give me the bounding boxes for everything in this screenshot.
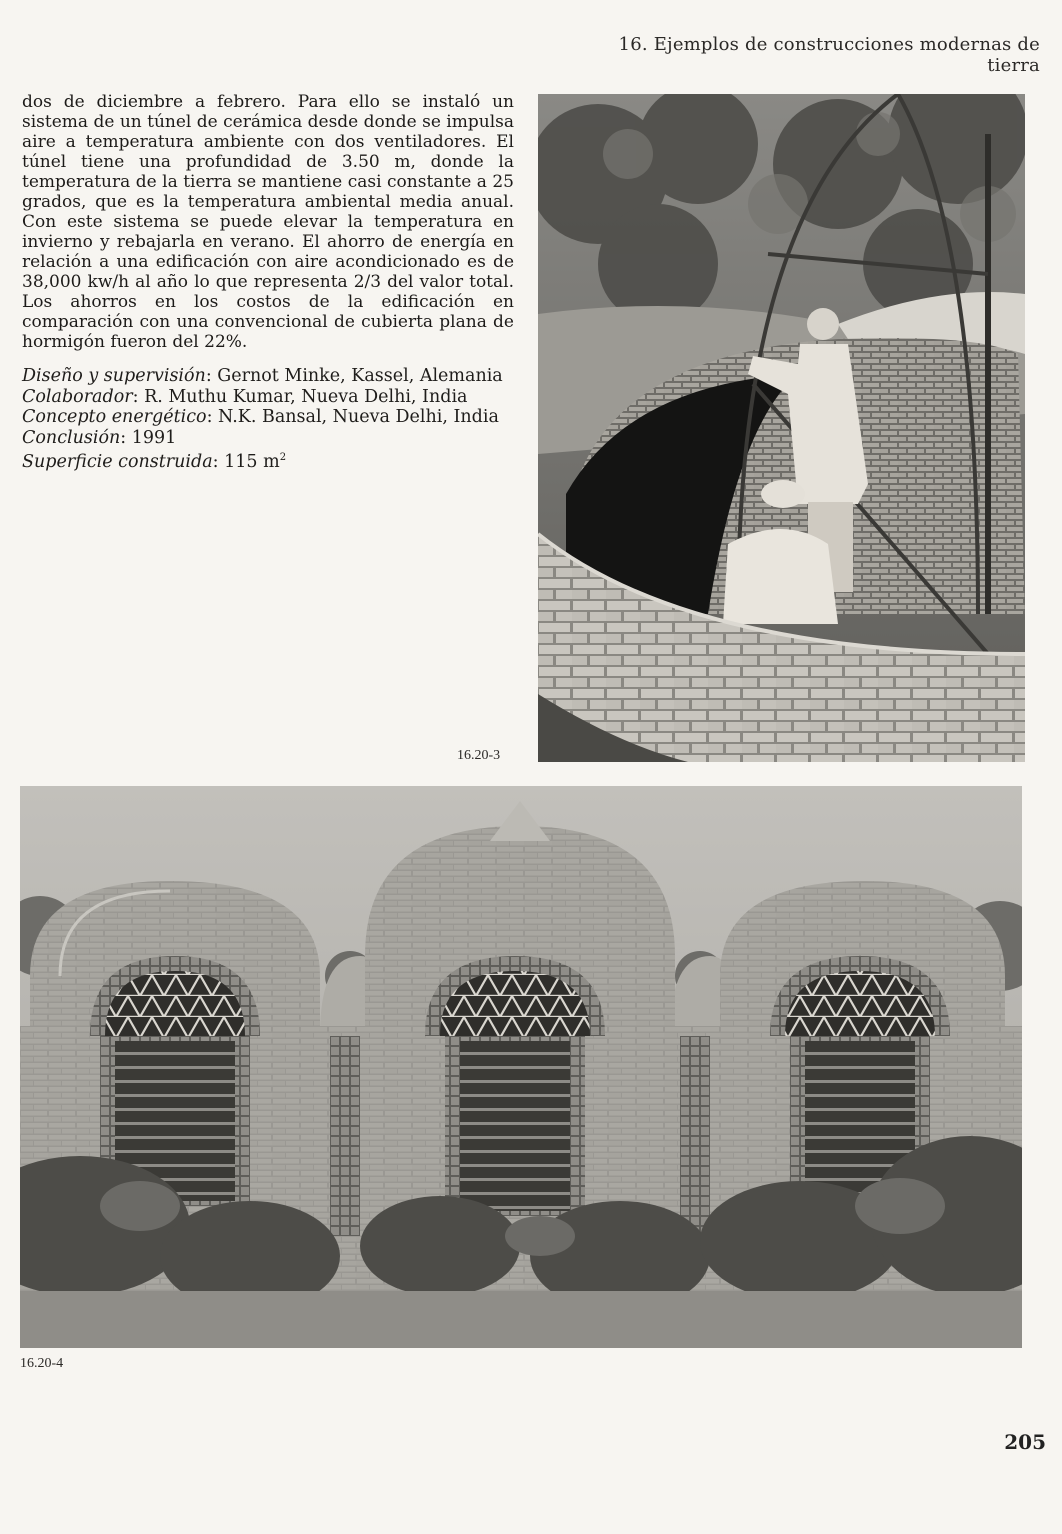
credit-area-unit-superscript: 2 (279, 452, 287, 463)
credit-completion-value: 1991 (131, 427, 177, 448)
credit-collaborator-label: Colaborador (22, 386, 133, 407)
credit-collaborator-value: R. Muthu Kumar, Nueva Delhi, India (144, 386, 468, 407)
window-center (425, 956, 605, 1216)
credit-area-value: 115 m (224, 451, 280, 472)
credit-design: Diseño y supervisión: Gernot Minke, Kassel, Alemania (22, 366, 503, 386)
credit-completion-label: Conclusión (22, 427, 121, 448)
running-header: 16. Ejemplos de construcciones modernas de tierra (618, 34, 1040, 76)
project-credits (22, 366, 522, 472)
credit-design-label: Diseño y supervisión (22, 366, 206, 386)
construction-photo-illustration (538, 94, 1025, 762)
credit-design-value: Gernot Minke, Kassel, Alemania (217, 366, 503, 386)
figure-caption-1: 16.20-3 (457, 748, 501, 763)
credit-area-label: Superficie construida (22, 451, 213, 472)
building-facade-illustration (20, 786, 1022, 1348)
figure-caption-2: 16.20-4 (20, 1356, 64, 1371)
credit-completion: Conclusión: 1991 (22, 427, 177, 448)
credit-energy: Concepto energético: N.K. Bansal, Nueva Delhi, India (22, 407, 499, 427)
page-number: 205 (1004, 1430, 1046, 1454)
credit-energy-value: N.K. Bansal, Nueva Delhi, India (218, 407, 499, 427)
body-paragraph: dos de diciembre a febrero. Para ello se instaló un sistema de un túnel de cerámica desde donde se impulsa aire a temperatura ambiente con dos ventiladores. El túnel tiene una profundidad de 3.50 m, donde la temperatura de la tierra se mantiene casi constante a 25 grados, que es la temperatura ambiental media anual. Con este sistema se puede elevar la temperatura en invierno y rebajarla en verano. El ahorro de energía en relación a una edificación con aire acondicionado es de 38,000 kw/h al año lo que representa 2/3 del valor total. Los ahorros en los costos de la edificación en comparación con una convencional de cubierta plana de hormigón fueron del 22%. (22, 92, 514, 352)
construction-photo (538, 94, 1025, 762)
credit-area: Superficie construida: 115 $m^2$ (22, 451, 287, 472)
credit-collaborator: Colaborador: R. Muthu Kumar, Nueva Delhi, India (22, 386, 468, 407)
building-facade-photo (20, 786, 1022, 1348)
credit-energy-label: Concepto energético (22, 407, 207, 427)
